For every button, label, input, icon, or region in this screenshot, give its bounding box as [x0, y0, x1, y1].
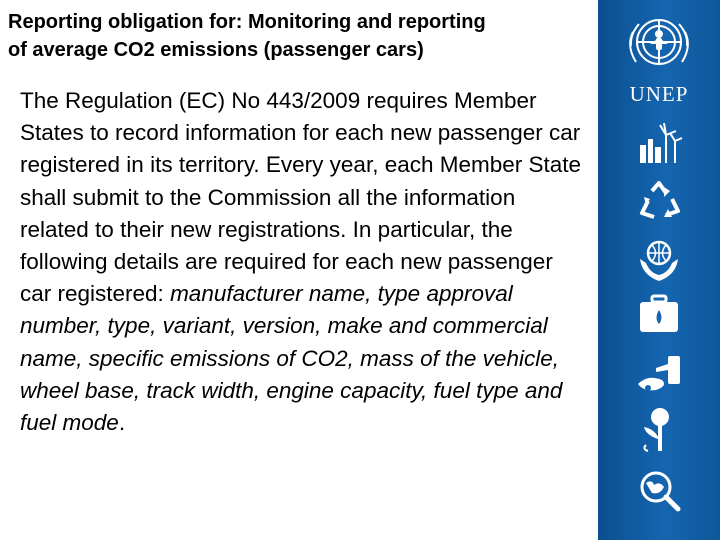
body-end-punct: .	[118, 410, 126, 436]
tree-plant-icon	[634, 405, 684, 455]
unep-sidebar	[598, 0, 720, 540]
title-line-2: of average CO2 emissions (passenger cars)	[8, 39, 424, 61]
unep-logo	[620, 12, 698, 112]
magnifier-globe-icon	[634, 465, 684, 515]
title-line-1: Reporting obligation for: Monitoring and reporting	[8, 11, 486, 33]
body-plain-text: The Regulation (EC) No 443/2009 requires Member States to record information for each new passenger car registered in its territory. Every year, each Member State shall submit to the Commission all the information related to their new registrations. In particular, the following details are required for each new passenger car registered:	[20, 88, 582, 307]
recycle-icon	[634, 177, 684, 227]
body-italic-text: manufacturer name, type approval number, type, variant, version, make and commercial name, specific emissions of CO2, mass of the vehicle, wheel base, track width, engine capacity, fuel type and fuel mode	[20, 281, 563, 436]
slide-body-text	[20, 85, 585, 439]
slide-title	[8, 8, 588, 64]
wind-turbine-city-icon	[634, 117, 684, 167]
hands-globe-icon	[634, 235, 684, 285]
un-emblem-icon	[620, 12, 698, 80]
unep-logo-text: UNEP	[629, 82, 689, 106]
first-aid-kit-icon	[634, 290, 684, 340]
bottle-spill-icon	[634, 348, 684, 398]
